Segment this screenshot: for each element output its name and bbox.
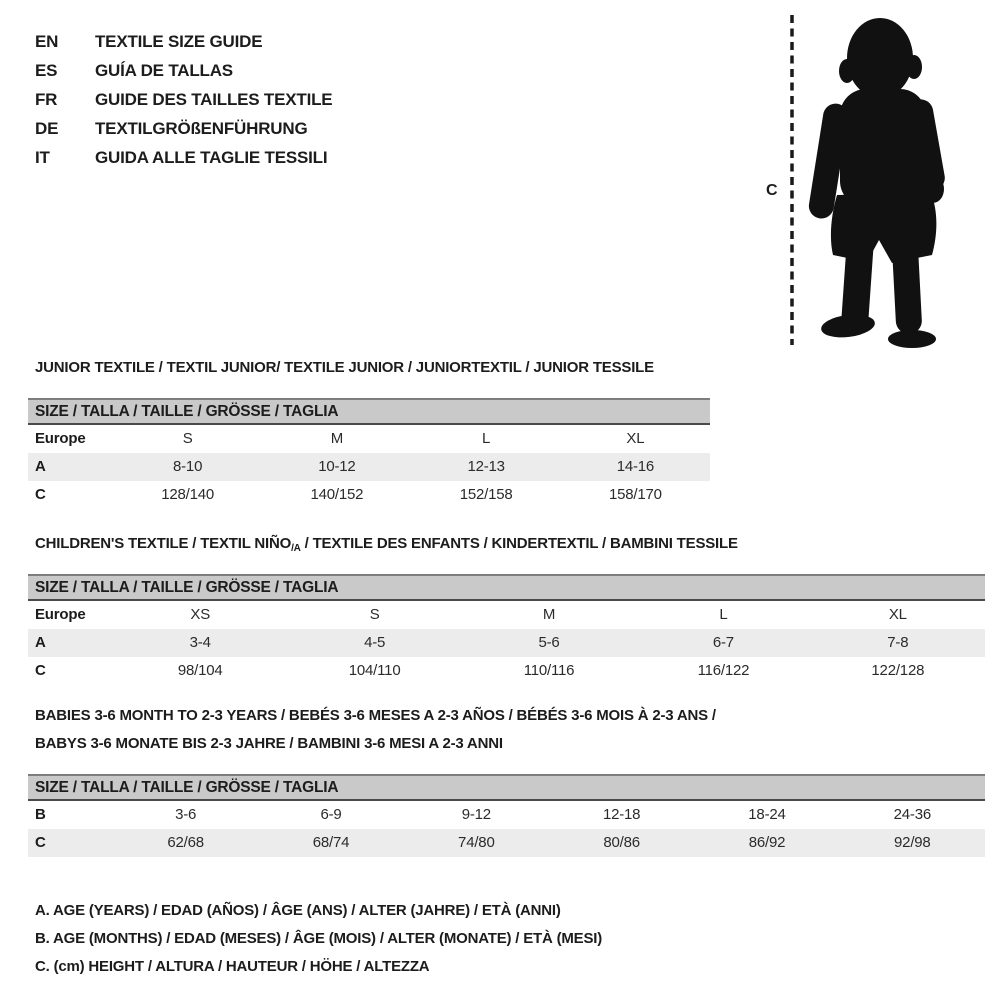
size-cell: 10-12 <box>318 458 356 475</box>
size-cell: 158/170 <box>608 486 662 503</box>
lang-code: IT <box>35 147 50 167</box>
row-label: A <box>35 634 46 651</box>
lang-code: EN <box>35 31 59 51</box>
size-cell: 3-4 <box>189 634 211 651</box>
table-row <box>28 601 985 629</box>
size-cell: 116/122 <box>697 662 750 679</box>
size-cell: 152/158 <box>459 486 513 503</box>
lang-title: TEXTILE SIZE GUIDE <box>95 31 263 51</box>
size-cell: 128/140 <box>161 486 215 503</box>
size-cell: 68/74 <box>312 834 350 851</box>
size-cell: M <box>542 606 556 623</box>
size-cell: XL <box>888 606 907 623</box>
size-cell: 74/80 <box>458 834 495 851</box>
children-table-title <box>28 534 985 554</box>
row-label: Europe <box>35 606 86 623</box>
table-row <box>28 801 985 829</box>
lang-row-es <box>35 56 332 85</box>
size-cell: 5-6 <box>538 634 560 651</box>
row-label: C <box>35 834 46 851</box>
size-cell: 122/128 <box>871 662 925 679</box>
size-cell: 8-10 <box>173 458 203 475</box>
note-age-months: B. AGE (MONTHS) / EDAD (MESES) / ÂGE (MOIS) / ALTER (MONATE) / ETÀ (MESI) <box>35 930 603 947</box>
table-body <box>28 801 985 857</box>
row-label: C <box>35 662 46 679</box>
size-cell: 6-7 <box>712 634 734 651</box>
table-row <box>28 481 710 509</box>
title-segment: / TEXTILE DES ENFANTS / KINDERTEXTIL / BAMBINI TESSILE <box>300 535 738 552</box>
height-figure <box>752 3 964 353</box>
size-cell: 62/68 <box>167 834 204 851</box>
note-age-years: A. AGE (YEARS) / EDAD (AÑOS) / ÂGE (ANS) / ALTER (JAHRE) / ETÀ (ANNI) <box>35 902 561 919</box>
babies-size-table <box>28 702 985 857</box>
size-cell: 12-18 <box>602 806 641 823</box>
row-label: Europe <box>35 430 86 447</box>
size-header-label: SIZE / TALLA / TAILLE / GRÖSSE / TAGLIA <box>35 579 339 596</box>
junior-table-title: JUNIOR TEXTILE / TEXTIL JUNIOR/ TEXTILE JUNIOR / JUNIORTEXTIL / JUNIOR TESSILE <box>35 359 654 376</box>
size-cell: 98/104 <box>177 662 223 679</box>
size-cell: 12-13 <box>467 458 505 475</box>
height-measure-label: C <box>766 182 778 199</box>
size-cell: 3-6 <box>175 806 197 823</box>
size-cell: L <box>719 606 728 623</box>
lang-title: GUÍA DE TALLAS <box>95 60 233 80</box>
size-cell: 9-12 <box>461 806 491 823</box>
baby-silhouette-shape <box>807 18 947 348</box>
row-label: A <box>35 458 46 475</box>
size-cell: 24-36 <box>893 806 931 823</box>
table-row <box>28 629 985 657</box>
lang-row-it <box>35 143 332 172</box>
size-header-band <box>28 574 985 601</box>
size-cell: 86/92 <box>748 834 786 851</box>
size-cell: 14-16 <box>616 458 655 475</box>
size-cell: XL <box>626 430 645 447</box>
size-header-band <box>28 398 710 425</box>
size-cell: S <box>182 430 193 447</box>
baby-silhouette <box>752 3 964 353</box>
size-cell: S <box>369 606 380 623</box>
babies-title-line-1: BABIES 3-6 MONTH TO 2-3 YEARS / BEBÉS 3-6 MESES A 2-3 AÑOS / BÉBÉS 3-6 MOIS À 2-3 ANS / <box>35 707 716 724</box>
size-cell: M <box>330 430 344 447</box>
table-body <box>28 601 985 685</box>
size-cell: 18-24 <box>748 806 786 823</box>
lang-code: FR <box>35 89 58 109</box>
table-row <box>28 657 985 685</box>
size-header-label: SIZE / TALLA / TAILLE / GRÖSSE / TAGLIA <box>35 403 339 420</box>
title-segment: CHILDREN'S TEXTILE / TEXTIL NIÑO <box>35 535 292 552</box>
lang-row-fr <box>35 85 332 114</box>
size-cell: 7-8 <box>887 634 909 651</box>
babies-title-line-2: BABYS 3-6 MONATE BIS 2-3 JAHRE / BAMBINI 3-6 MESI A 2-3 ANNI <box>35 735 503 752</box>
size-cell: 110/116 <box>523 662 575 679</box>
table-row <box>28 453 710 481</box>
size-cell: 80/86 <box>603 834 640 851</box>
size-cell: XS <box>190 606 211 623</box>
size-cell: 4-5 <box>364 634 386 651</box>
lang-title: GUIDA ALLE TAGLIE TESSILI <box>95 147 328 167</box>
lang-title: TEXTILGRÖßENFÜHRUNG <box>95 118 308 138</box>
table-body <box>28 425 710 509</box>
junior-size-table <box>28 358 710 509</box>
babies-table-title <box>28 702 985 758</box>
table-row <box>28 425 710 453</box>
legend-notes <box>35 897 602 981</box>
table-row <box>28 829 985 857</box>
lang-code: ES <box>35 60 58 80</box>
language-title-list <box>35 27 332 172</box>
size-cell: 6-9 <box>320 806 342 823</box>
size-cell: 92/98 <box>894 834 931 851</box>
note-height-cm: C. (cm) HEIGHT / ALTURA / HAUTEUR / HÖHE / ALTEZZA <box>35 958 430 975</box>
row-label: B <box>35 806 46 823</box>
size-cell: 104/110 <box>348 662 401 679</box>
children-size-table <box>28 534 985 685</box>
size-header-label: SIZE / TALLA / TAILLE / GRÖSSE / TAGLIA <box>35 779 339 796</box>
row-label: C <box>35 486 46 503</box>
lang-code: DE <box>35 118 59 138</box>
lang-row-en <box>35 27 332 56</box>
size-cell: 140/152 <box>310 486 364 503</box>
title-subscript: /A <box>291 543 301 554</box>
lang-row-de <box>35 114 332 143</box>
size-header-band <box>28 774 985 801</box>
lang-title: GUIDE DES TAILLES TEXTILE <box>95 89 333 109</box>
size-cell: L <box>482 430 491 447</box>
